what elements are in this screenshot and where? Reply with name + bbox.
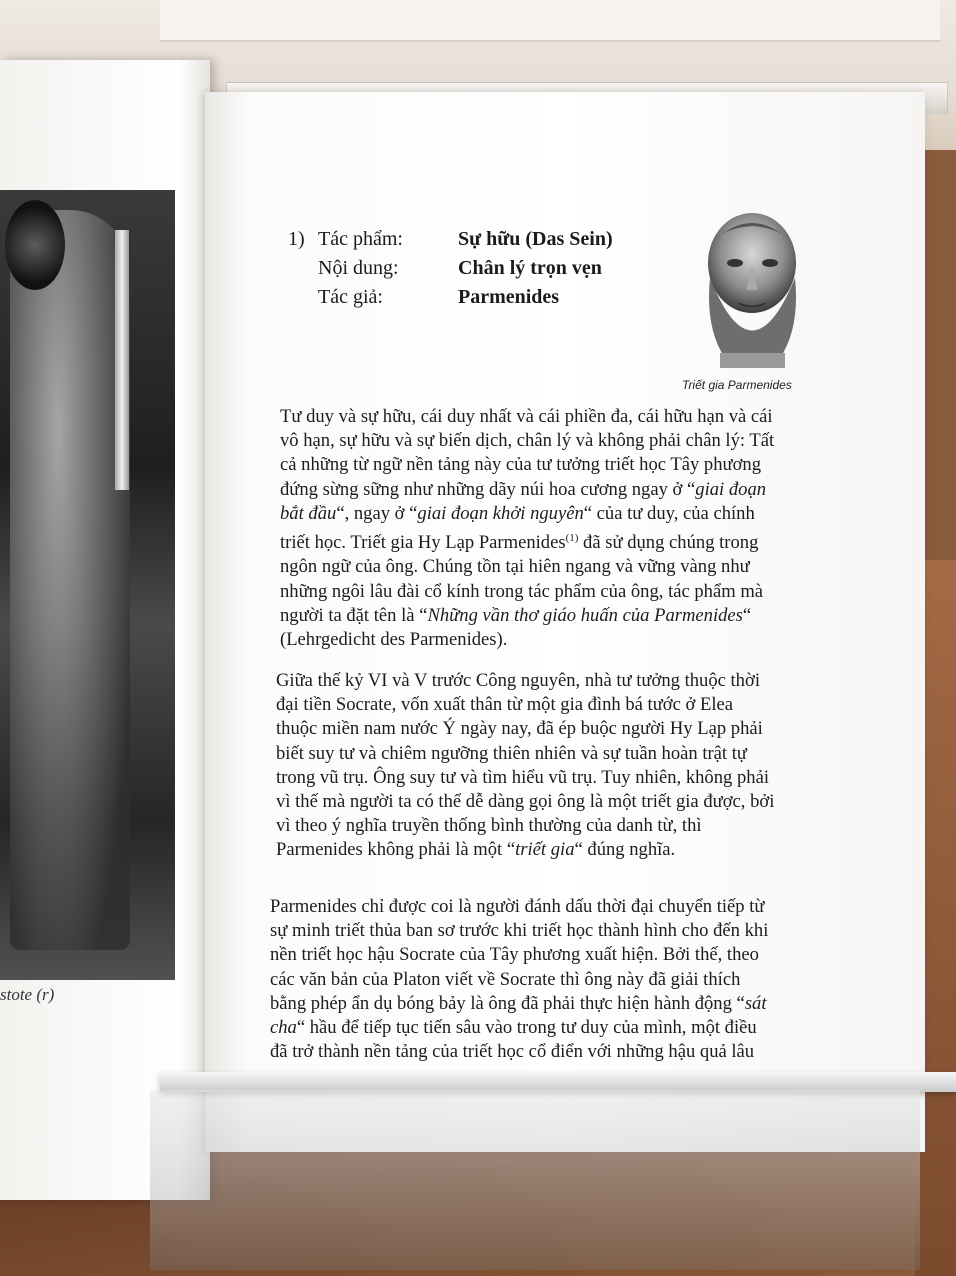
header-label: Tác giả: [318, 286, 383, 308]
left-page-photo [0, 190, 175, 980]
text-line: các văn bản của Platon viết về Socrate thì ông này đã giải thích [270, 968, 741, 990]
header-label: Tác phẩm: [318, 228, 403, 250]
footnote-marker: (1) [565, 532, 579, 545]
text-line: đại tiền Socrate, vốn xuất thân từ một gia đình bá tước ở Elea [276, 694, 734, 716]
paragraph-2 [276, 669, 844, 863]
header-value: Sự hữu (Das Sein) [458, 228, 613, 250]
text-line: Parmenides không phải là một “triết gia“ đúng nghĩa. [276, 839, 676, 861]
text-line: thuộc miền nam nước Ý ngày nay, đã ép buộc người Hy Lạp phải [276, 718, 763, 740]
paragraph-3 [270, 895, 844, 1064]
text-line: Tư duy và sự hữu, cái duy nhất và cái phiền đa, cái hữu hạn và cái [280, 406, 773, 427]
header-value: Parmenides [458, 286, 560, 308]
text-line: sự minh triết thủa ban sơ trước khi triết học thành hình cho đến khi [270, 920, 769, 942]
photo-column [115, 230, 129, 490]
text-line: vô hạn, sự hữu và sự biến dịch, chân lý và không phải chân lý: Tất [280, 430, 775, 452]
text-line: cha“ hầu để tiếp tục tiến sâu vào trong tư duy của mình, một điều [270, 1017, 757, 1039]
header-label: Nội dung: [318, 257, 399, 279]
text-line: đứng sừng sững như những dãy núi hoa cương ngay ở “giai đoạn [280, 478, 767, 500]
header-row-work [288, 228, 613, 257]
text-line: (Lehrgedicht des Parmenides). [280, 629, 508, 651]
text-line: biết suy tư và chiêm ngưỡng thiên nhiên và sự tuần hoàn trật tự [276, 742, 747, 764]
item-number: 1) [288, 228, 305, 250]
text-line: đã trở thành nền tảng của triết học cổ điển với những hậu quả lâu [270, 1041, 755, 1063]
parmenides-bust-image [690, 208, 815, 368]
text-line: bằng phép ẩn dụ bóng bảy là ông đã phải thực hiện hành động “sát [270, 992, 767, 1014]
text-line: trong vũ trụ. Ông suy tư và tìm hiểu vũ trụ. Tuy nhiên, không phải [276, 766, 769, 788]
text-line: vì thế mà người ta có thể dễ dàng gọi ông là một triết gia được, bởi [276, 791, 775, 813]
acrylic-stand-base [150, 1090, 920, 1270]
header-value: Chân lý trọn vẹn [458, 257, 602, 279]
text-line: những ngôi lâu đài cổ kính trong tác phẩm của ông, tác phẩm mà [280, 580, 764, 602]
paragraph-1 [280, 405, 844, 652]
text-line: ngôn ngữ của ông. Chúng tồn tại hiên ngang và vững vàng như [280, 556, 750, 578]
acrylic-stand-lip [160, 1072, 956, 1092]
left-photo-caption: stote (r) [0, 985, 55, 1004]
wall-panel [160, 0, 940, 42]
text-line: nền triết học hậu Socrate của Tây phương xuất hiện. Bởi thế, theo [270, 944, 759, 966]
work-header [288, 228, 613, 315]
left-page [0, 60, 210, 1200]
text-line: cả những từ ngữ nền tảng này của tư tưởng triết học Tây phương [280, 454, 761, 476]
header-row-author [288, 286, 613, 315]
photo-figure [10, 210, 130, 950]
text-line: Parmenides chỉ được coi là người đánh dấu thời đại chuyển tiếp từ [270, 896, 765, 917]
text-line: người ta đặt tên là “Những vần thơ giáo huấn của Parmenides“ [280, 604, 752, 626]
text-line: vì theo ý nghĩa truyền thống bình thường của danh từ, thì [276, 815, 702, 837]
text-line: triết học. Triết gia Hy Lạp Parmenides$^{(1)}$ đã sử dụng chúng trong [280, 532, 759, 554]
bust-caption: Triết gia Parmenides [682, 378, 792, 392]
photo-figure-head [5, 200, 65, 290]
header-row-content [288, 257, 613, 286]
text-line: Giữa thế kỷ VI và V trước Công nguyên, nhà tư tưởng thuộc thời [276, 670, 760, 691]
text-line: bắt đầu“, ngay ở “giai đoạn khởi nguyên“ của tư duy, của chính [280, 502, 755, 524]
